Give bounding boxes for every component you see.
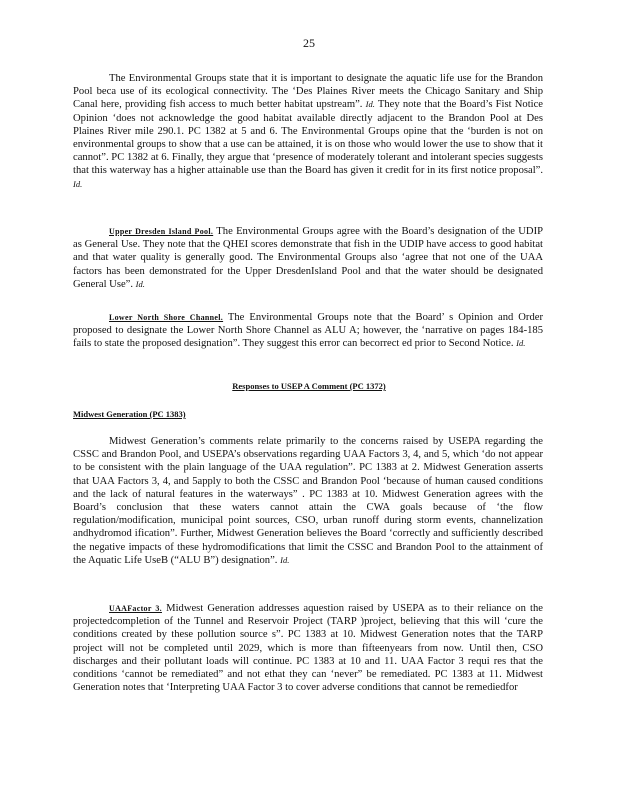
paragraph-text: Midwest Generation addresses aquestion raised by USEPA as to their reliance on the projectedcompletion of the Tunnel and Reservoir Project (TARP )project, believing that this will ‘cure the conditions created by these pollution source s”. PC 1383 at 10. Midwest Generation notes that the TARP project will not be completed until 2029, which is more than fifteenyears from now. Until then, CSO discharges and their pollutant loads will continue. PC 1383 at 10 and 11. UAA Factor 3 requi res that the conditions ‘cannot be remediated” and not ethat they can ‘never” be remediated. PC 1383 at 11. Midwest Generation notes that ‘Interpreting UAA Factor 3 to cover adverse conditions that cannot be remediedfor (73, 603, 543, 694)
midwest-heading: Midwest Generation (PC 1383) (73, 409, 186, 419)
paragraph-upper-dresden (73, 225, 543, 291)
paragraph-text: Midwest Generation’s comments relate primarily to the concerns raised by USEPA regarding the CSSC and Brandon Pool, and USEPA’s observations regarding UAA Factors 3, 4, and 5, which ‘do not appear to be consistent with the plain language of the UAA regulation”. PC 1383 at 2. Midwest Generation asserts that UAA Factors 3, 4, and 5apply to both the CSSC and Brandon Pool ‘because of human caused conditions and the lack of natural features in the waterways” . PC 1383 at 10. Midwest Generation agrees with the Board’s conclusion that these waters cannot attain the CWA goals because of ‘the flow regulation/modification, municipal point sources, CSO, urban runoff during storm events, channelization andhydromod ification”. Further, Midwest Generation believes the Board ‘correctly and sufficiently described the negative impacts of these hydromodifications that limit the CSSC and Brandon Pool to the attainment of the Aquatic Life UseB (“ALU B”) designation”. (73, 436, 543, 566)
paragraph-text: The Environmental Groups note that the Board’ s Opinion and Order proposed to designate the Lower North Shore Channel as ALU A; however, the ‘narrative on pages 184-185 fails to state the proposed designation”. They suggest this error can becorrect ed prior to Second Notice. (73, 312, 543, 350)
citation-id: Id. (73, 178, 83, 189)
page-number: 25 (303, 36, 315, 50)
paragraph-midwest (73, 435, 543, 567)
section-heading: Upper Dresden Island Pool. (109, 227, 214, 236)
citation-id: Id. (135, 278, 145, 289)
section-heading: Lower North Shore Channel. (109, 313, 224, 322)
paragraph-text: They note that the Board’s Fist Notice Opinion ‘does not acknowledge the good habitat available directly adjacent to the Brandon Pool at Des Plaines River mile 290.1. PC 1382 at 5 and 6. The Environmental Groups opine that the ‘burden is not on environmental groups to show that a use can be attained, it is on those who would lower the use to show that it cannot”. PC 1382 at 6. Finally, they argue that ‘presence of moderately tolerant and intolerant species suggests that this waterway has a higher attainable use than the Board has given it credit for in its first notice proposal”. (73, 99, 543, 177)
section-heading: UAAFactor 3. (109, 604, 162, 613)
paragraph-text: The Environmental Groups state that it is important to designate the aquatic life use for the Brandon Pool beca use of its ecological connectivity. The ‘Des Plaines River meets the Chicago Sanitary and Ship Canal here, providing fish access to much better habitat upstream”. (73, 73, 543, 111)
citation-id: Id. (365, 99, 375, 110)
paragraph-brandon-pool (73, 72, 543, 191)
paragraph-text: The Environmental Groups agree with the Board’s designation of the UDIP as General Use. They note that the QHEI scores demonstrate that fish in the UDIP have access to good habitat and that water quality is generally good. The Environmental Groups also ‘agree that not one of the UAA factors has been demonstrated for the Upper DresdenIsland Pool and that the water should be designated General Use”. (73, 226, 543, 290)
citation-id: Id. (516, 338, 526, 349)
citation-id: Id. (280, 554, 290, 565)
responses-heading: Responses to USEP A Comment (PC 1372) (232, 381, 386, 391)
paragraph-uaa-factor-3 (73, 602, 543, 694)
paragraph-lower-north-shore (73, 311, 543, 351)
